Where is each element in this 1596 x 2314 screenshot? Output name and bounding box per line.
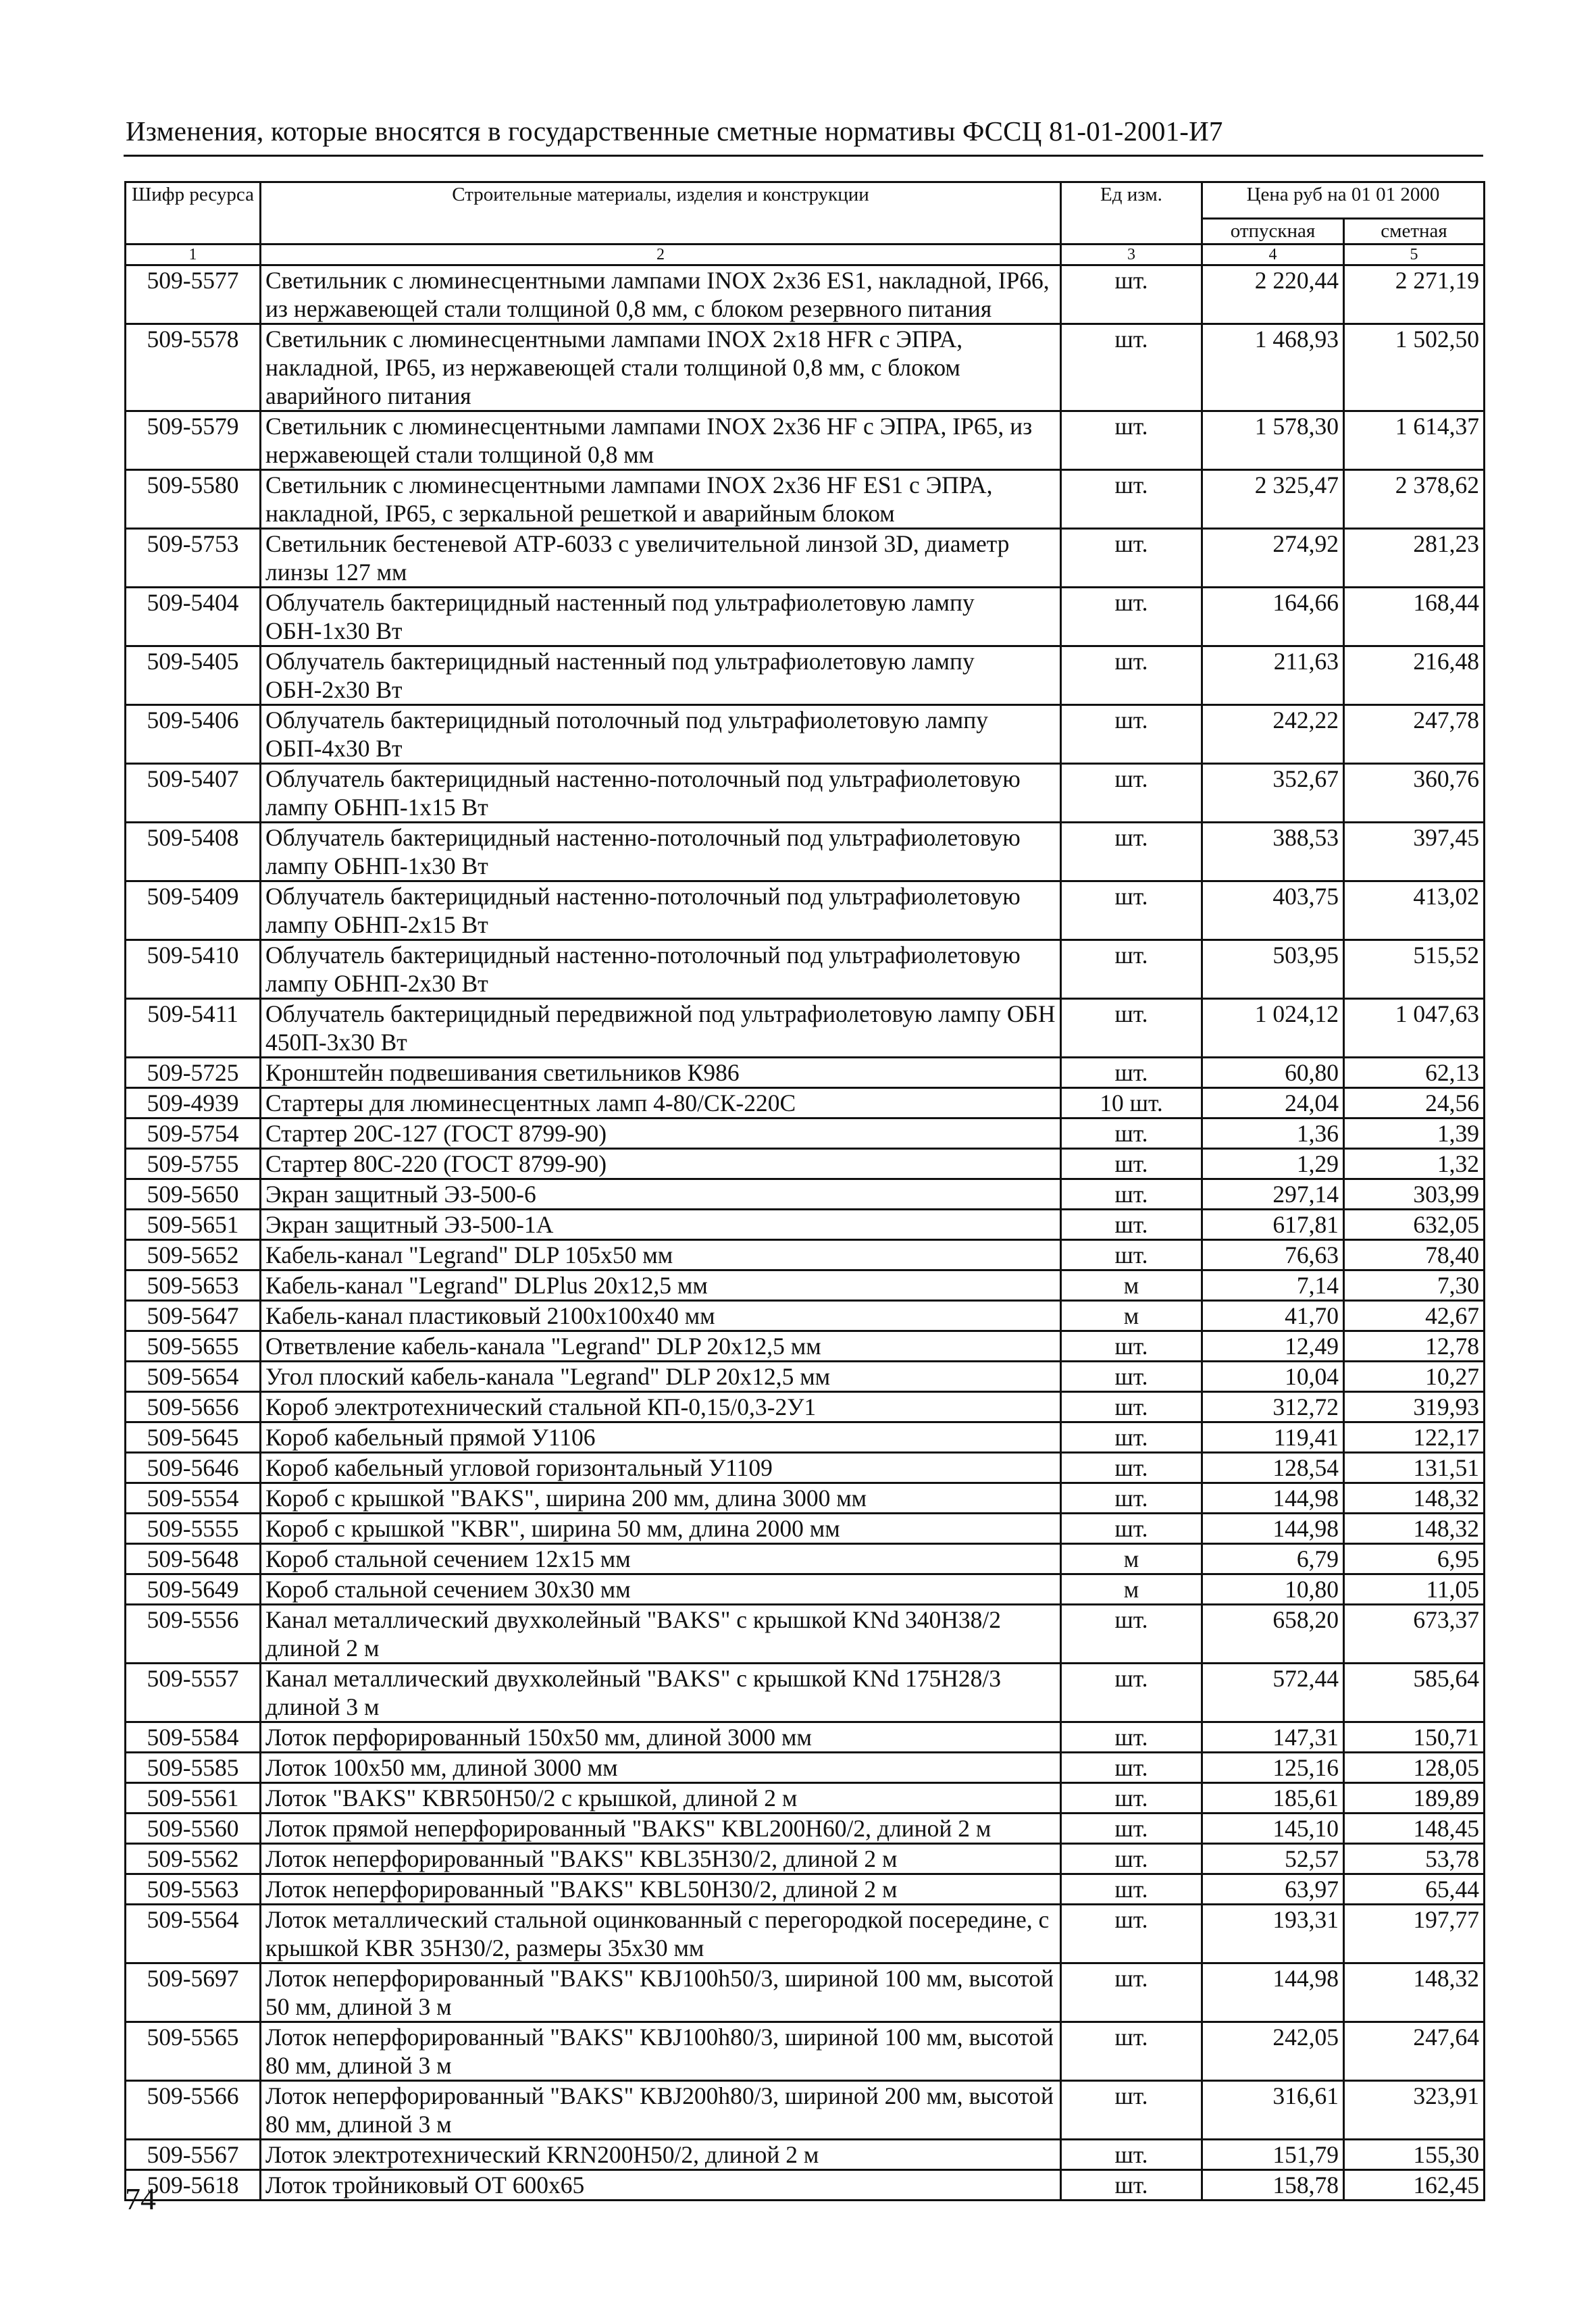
material-name: Стартер 80С-220 (ГОСТ 8799-90) [261,1149,1061,1179]
material-name: Канал металлический двухколейный "BAKS" с крышкой KNd 340H38/2 длиной 2 м [261,1605,1061,1664]
price-release: 297,14 [1202,1179,1344,1210]
price-estimate: 2 378,62 [1344,470,1485,529]
unit-of-measure: м [1061,1544,1202,1574]
material-name: Кабель-канал "Legrand" DLP 105x50 мм [261,1240,1061,1270]
column-header-price-estimate: сметная [1344,219,1485,245]
unit-of-measure: шт. [1061,588,1202,646]
unit-of-measure: шт. [1061,646,1202,705]
price-estimate: 42,67 [1344,1301,1485,1331]
unit-of-measure: шт. [1061,1058,1202,1088]
material-name: Короб кабельный прямой У1106 [261,1422,1061,1453]
unit-of-measure: шт. [1061,1783,1202,1814]
table-row [126,705,1485,764]
resource-code: 509-5411 [126,999,261,1058]
material-name: Облучатель бактерицидный потолочный под ультрафиолетовую лампу ОБП-4х30 Вт [261,705,1061,764]
price-estimate: 632,05 [1344,1210,1485,1240]
unit-of-measure: шт. [1061,1905,1202,1963]
resource-code: 509-5563 [126,1874,261,1905]
unit-of-measure: шт. [1061,1240,1202,1270]
price-release: 1,36 [1202,1119,1344,1149]
table-row [126,1149,1485,1179]
material-name: Экран защитный ЭЗ-500-6 [261,1179,1061,1210]
resource-code: 509-5647 [126,1301,261,1331]
material-name: Облучатель бактерицидный настенно-потолочный под ультрафиолетовую лампу ОБНП-2х30 Вт [261,940,1061,999]
price-release: 10,80 [1202,1574,1344,1605]
resource-code: 509-5651 [126,1210,261,1240]
column-header-price-release: отпускная [1202,219,1344,245]
price-release: 76,63 [1202,1240,1344,1270]
unit-of-measure: шт. [1061,2081,1202,2140]
resource-code: 509-5753 [126,529,261,588]
table-row [126,411,1485,470]
resource-code: 509-5754 [126,1119,261,1149]
resource-code: 509-5654 [126,1362,261,1392]
material-name: Облучатель бактерицидный настенно-потолочный под ультрафиолетовую лампу ОБНП-2х15 Вт [261,881,1061,940]
column-number: 1 [126,245,261,265]
price-release: 12,49 [1202,1331,1344,1362]
price-release: 403,75 [1202,881,1344,940]
unit-of-measure: шт. [1061,940,1202,999]
unit-of-measure: шт. [1061,324,1202,411]
material-name: Лоток тройниковый ОТ 600x65 [261,2170,1061,2201]
price-release: 352,67 [1202,764,1344,823]
price-estimate: 515,52 [1344,940,1485,999]
column-number: 3 [1061,245,1202,265]
price-estimate: 413,02 [1344,881,1485,940]
price-estimate: 131,51 [1344,1453,1485,1483]
unit-of-measure: шт. [1061,1722,1202,1753]
price-release: 242,05 [1202,2022,1344,2081]
page-number: 74 [125,2182,156,2216]
resource-code: 509-5645 [126,1422,261,1453]
price-release: 211,63 [1202,646,1344,705]
table-row [126,1874,1485,1905]
price-release: 144,98 [1202,1514,1344,1544]
price-release: 41,70 [1202,1301,1344,1331]
column-number: 5 [1344,245,1485,265]
price-estimate: 10,27 [1344,1362,1485,1392]
price-release: 7,14 [1202,1270,1344,1301]
price-release: 145,10 [1202,1814,1344,1844]
price-estimate: 673,37 [1344,1605,1485,1664]
price-release: 242,22 [1202,705,1344,764]
unit-of-measure: шт. [1061,1814,1202,1844]
table-row [126,1574,1485,1605]
unit-of-measure: шт. [1061,529,1202,588]
unit-of-measure: шт. [1061,1453,1202,1483]
material-name: Лоток неперфорированный "BAKS" KBL50H30/2, длиной 2 м [261,1874,1061,1905]
price-release: 1 468,93 [1202,324,1344,411]
resource-code: 509-5410 [126,940,261,999]
price-release: 119,41 [1202,1422,1344,1453]
price-release: 60,80 [1202,1058,1344,1088]
material-name: Короб стальной сечением 12x15 мм [261,1544,1061,1574]
material-name: Лоток неперфорированный "BAKS" KBJ100h80/3, шириной 100 мм, высотой 80 мм, длиной 3 м [261,2022,1061,2081]
unit-of-measure: шт. [1061,2170,1202,2201]
resource-code: 509-5407 [126,764,261,823]
unit-of-measure: шт. [1061,1119,1202,1149]
table-row [126,881,1485,940]
material-name: Облучатель бактерицидный передвижной под ультрафиолетовую лампу ОБН 450П-3х30 Вт [261,999,1061,1058]
price-release: 128,54 [1202,1453,1344,1483]
price-release: 185,61 [1202,1783,1344,1814]
price-release: 312,72 [1202,1392,1344,1422]
table-row [126,1119,1485,1149]
resource-code: 509-5646 [126,1453,261,1483]
price-release: 10,04 [1202,1362,1344,1392]
price-estimate: 12,78 [1344,1331,1485,1362]
material-name: Лоток 100x50 мм, длиной 3000 мм [261,1753,1061,1783]
material-name: Короб стальной сечением 30x30 мм [261,1574,1061,1605]
resource-code: 509-5555 [126,1514,261,1544]
material-name: Стартер 20С-127 (ГОСТ 8799-90) [261,1119,1061,1149]
price-release: 147,31 [1202,1722,1344,1753]
unit-of-measure: шт. [1061,1483,1202,1514]
unit-of-measure: шт. [1061,265,1202,324]
unit-of-measure: шт. [1061,2140,1202,2170]
resource-code: 509-5618 [126,2170,261,2201]
table-row [126,324,1485,411]
material-name: Лоток неперфорированный "BAKS" KBJ100h50/3, шириной 100 мм, высотой 50 мм, длиной 3 м [261,1963,1061,2022]
resource-code: 509-5755 [126,1149,261,1179]
price-release: 63,97 [1202,1874,1344,1905]
unit-of-measure: м [1061,1301,1202,1331]
resource-code: 509-5554 [126,1483,261,1514]
column-header-name: Строительные материалы, изделия и конструкции [261,182,1061,245]
unit-of-measure: шт. [1061,1331,1202,1362]
table-row [126,940,1485,999]
table-row [126,1270,1485,1301]
table-row [126,2170,1485,2201]
price-release: 617,81 [1202,1210,1344,1240]
material-name: Светильник с люминесцентными лампами INOX 2x36 HF ES1 с ЭПРА, накладной, IP65, с зеркальной решеткой и аварийным блоком [261,470,1061,529]
table-row [126,1331,1485,1362]
table-row [126,2081,1485,2140]
resource-code: 509-5405 [126,646,261,705]
resource-code: 509-5567 [126,2140,261,2170]
material-name: Угол плоский кабель-канала "Legrand" DLP 20x12,5 мм [261,1362,1061,1392]
price-release: 388,53 [1202,823,1344,881]
resource-code: 509-5648 [126,1544,261,1574]
price-estimate: 155,30 [1344,2140,1485,2170]
resource-code: 509-5561 [126,1783,261,1814]
resource-code: 509-5556 [126,1605,261,1664]
material-name: Облучатель бактерицидный настенно-потолочный под ультрафиолетовую лампу ОБНП-1х30 Вт [261,823,1061,881]
table-row [126,764,1485,823]
table-row [126,1664,1485,1722]
material-name: Экран защитный ЭЗ-500-1А [261,1210,1061,1240]
price-estimate: 148,32 [1344,1963,1485,2022]
resource-code: 509-5585 [126,1753,261,1783]
material-name: Короб с крышкой "KBR", ширина 50 мм, длина 2000 мм [261,1514,1061,1544]
unit-of-measure: м [1061,1574,1202,1605]
price-estimate: 65,44 [1344,1874,1485,1905]
resource-code: 509-5649 [126,1574,261,1605]
column-header-price-group: Цена руб на 01 01 2000 [1202,182,1485,219]
price-release: 274,92 [1202,529,1344,588]
price-release: 52,57 [1202,1844,1344,1874]
table-row [126,646,1485,705]
material-name: Светильник с люминесцентными лампами INOX 2x18 HFR с ЭПРА, накладной, IP65, из нержавеющей стали толщиной 0,8 мм, с блоком аварийного питания [261,324,1061,411]
resource-code: 509-5656 [126,1392,261,1422]
price-estimate: 585,64 [1344,1664,1485,1722]
unit-of-measure: шт. [1061,1514,1202,1544]
resource-code: 509-5564 [126,1905,261,1963]
unit-of-measure: шт. [1061,1844,1202,1874]
unit-of-measure: шт. [1061,1963,1202,2022]
price-release: 6,79 [1202,1544,1344,1574]
price-release: 144,98 [1202,1483,1344,1514]
table-row [126,1814,1485,1844]
price-release: 1,29 [1202,1149,1344,1179]
price-estimate: 11,05 [1344,1574,1485,1605]
unit-of-measure: шт. [1061,2022,1202,2081]
resource-code: 509-5409 [126,881,261,940]
table-row [126,1088,1485,1119]
material-name: Кабель-канал пластиковый 2100x100x40 мм [261,1301,1061,1331]
price-estimate: 247,78 [1344,705,1485,764]
resource-code: 509-5562 [126,1844,261,1874]
table-row [126,1544,1485,1574]
table-row [126,999,1485,1058]
price-estimate: 53,78 [1344,1844,1485,1874]
price-table [124,181,1485,2201]
price-estimate: 197,77 [1344,1905,1485,1963]
column-number: 4 [1202,245,1344,265]
table-row [126,1605,1485,1664]
unit-of-measure: шт. [1061,999,1202,1058]
price-estimate: 2 271,19 [1344,265,1485,324]
price-release: 164,66 [1202,588,1344,646]
unit-of-measure: шт. [1061,1149,1202,1179]
price-release: 572,44 [1202,1664,1344,1722]
price-estimate: 1 614,37 [1344,411,1485,470]
unit-of-measure: шт. [1061,1362,1202,1392]
price-release: 144,98 [1202,1963,1344,2022]
unit-of-measure: м [1061,1270,1202,1301]
material-name: Ответвление кабель-канала "Legrand" DLP 20x12,5 мм [261,1331,1061,1362]
price-estimate: 150,71 [1344,1722,1485,1753]
resource-code: 509-5653 [126,1270,261,1301]
resource-code: 509-5584 [126,1722,261,1753]
price-estimate: 148,32 [1344,1483,1485,1514]
table-row [126,1392,1485,1422]
unit-of-measure: шт. [1061,1179,1202,1210]
header-divider [124,155,1483,157]
resource-code: 509-5404 [126,588,261,646]
price-release: 2 325,47 [1202,470,1344,529]
resource-code: 509-5725 [126,1058,261,1088]
price-estimate: 24,56 [1344,1088,1485,1119]
unit-of-measure: шт. [1061,1753,1202,1783]
price-estimate: 1,32 [1344,1149,1485,1179]
table-row [126,1422,1485,1453]
price-estimate: 397,45 [1344,823,1485,881]
unit-of-measure: шт. [1061,705,1202,764]
price-estimate: 216,48 [1344,646,1485,705]
resource-code: 509-5650 [126,1179,261,1210]
material-name: Облучатель бактерицидный настенно-потолочный под ультрафиолетовую лампу ОБНП-1х15 Вт [261,764,1061,823]
price-estimate: 247,64 [1344,2022,1485,2081]
unit-of-measure: шт. [1061,881,1202,940]
material-name: Облучатель бактерицидный настенный под ультрафиолетовую лампу ОБН-2х30 Вт [261,646,1061,705]
price-release: 503,95 [1202,940,1344,999]
unit-of-measure: 10 шт. [1061,1088,1202,1119]
unit-of-measure: шт. [1061,1605,1202,1664]
table-row [126,823,1485,881]
resource-code: 509-5578 [126,324,261,411]
resource-code: 509-5408 [126,823,261,881]
material-name: Лоток "BAKS" KBR50H50/2 с крышкой, длиной 2 м [261,1783,1061,1814]
price-estimate: 323,91 [1344,2081,1485,2140]
price-release: 1 578,30 [1202,411,1344,470]
price-estimate: 6,95 [1344,1544,1485,1574]
unit-of-measure: шт. [1061,470,1202,529]
table-row [126,1722,1485,1753]
price-release: 158,78 [1202,2170,1344,2201]
table-row [126,1240,1485,1270]
unit-of-measure: шт. [1061,1664,1202,1722]
resource-code: 509-5580 [126,470,261,529]
material-name: Лоток металлический стальной оцинкованный с перегородкой посередине, с крышкой KBR 35H30/2, размеры 35x30 мм [261,1905,1061,1963]
price-estimate: 281,23 [1344,529,1485,588]
table-row [126,1844,1485,1874]
table-row [126,1514,1485,1544]
material-name: Кронштейн подвешивания светильников К986 [261,1058,1061,1088]
price-estimate: 148,45 [1344,1814,1485,1844]
column-header-code: Шифр ресурса [126,182,261,245]
unit-of-measure: шт. [1061,1422,1202,1453]
price-estimate: 7,30 [1344,1270,1485,1301]
column-header-unit: Ед изм. [1061,182,1202,245]
table-row [126,1179,1485,1210]
price-estimate: 1 502,50 [1344,324,1485,411]
material-name: Светильник с люминесцентными лампами INOX 2x36 ES1, накладной, IP66, из нержавеющей стали толщиной 0,8 мм, с блоком резервного питания [261,265,1061,324]
material-name: Короб кабельный угловой горизонтальный У1109 [261,1453,1061,1483]
table-row [126,529,1485,588]
material-name: Светильник бестеневой АТР-6033 с увеличительной линзой 3D, диаметр линзы 127 мм [261,529,1061,588]
material-name: Короб электротехнический стальной КП-0,15/0,3-2У1 [261,1392,1061,1422]
price-estimate: 122,17 [1344,1422,1485,1453]
price-release: 24,04 [1202,1088,1344,1119]
resource-code: 509-5652 [126,1240,261,1270]
table-row [126,2022,1485,2081]
material-name: Лоток перфорированный 150x50 мм, длиной 3000 мм [261,1722,1061,1753]
resource-code: 509-5579 [126,411,261,470]
table-row [126,1210,1485,1240]
table-row [126,265,1485,324]
unit-of-measure: шт. [1061,764,1202,823]
price-release: 125,16 [1202,1753,1344,1783]
price-release: 316,61 [1202,2081,1344,2140]
resource-code: 509-5577 [126,265,261,324]
price-release: 1 024,12 [1202,999,1344,1058]
table-row [126,1301,1485,1331]
price-release: 151,79 [1202,2140,1344,2170]
resource-code: 509-5565 [126,2022,261,2081]
table-row [126,1753,1485,1783]
table-row [126,2140,1485,2170]
unit-of-measure: шт. [1061,411,1202,470]
material-name: Стартеры для люминесцентных ламп 4-80/СК-220С [261,1088,1061,1119]
table-row [126,1058,1485,1088]
material-name: Светильник с люминесцентными лампами INOX 2x36 HF с ЭПРА, IP65, из нержавеющей стали толщиной 0,8 мм [261,411,1061,470]
unit-of-measure: шт. [1061,823,1202,881]
table-row [126,588,1485,646]
material-name: Канал металлический двухколейный "BAKS" с крышкой KNd 175H28/3 длиной 3 м [261,1664,1061,1722]
price-estimate: 62,13 [1344,1058,1485,1088]
table-row [126,1362,1485,1392]
material-name: Кабель-канал "Legrand" DLPlus 20x12,5 мм [261,1270,1061,1301]
resource-code: 509-4939 [126,1088,261,1119]
unit-of-measure: шт. [1061,1210,1202,1240]
price-estimate: 168,44 [1344,588,1485,646]
price-estimate: 128,05 [1344,1753,1485,1783]
table-row [126,1783,1485,1814]
price-estimate: 1 047,63 [1344,999,1485,1058]
material-name: Короб с крышкой "BAKS", ширина 200 мм, длина 3000 мм [261,1483,1061,1514]
price-release: 2 220,44 [1202,265,1344,324]
unit-of-measure: шт. [1061,1874,1202,1905]
price-estimate: 303,99 [1344,1179,1485,1210]
price-estimate: 319,93 [1344,1392,1485,1422]
table-body [126,265,1485,2201]
price-release: 193,31 [1202,1905,1344,1963]
price-estimate: 78,40 [1344,1240,1485,1270]
table-row [126,1483,1485,1514]
resource-code: 509-5557 [126,1664,261,1722]
resource-code: 509-5560 [126,1814,261,1844]
table-row [126,1905,1485,1963]
material-name: Лоток неперфорированный "BAKS" KBJ200h80/3, шириной 200 мм, высотой 80 мм, длиной 3 м [261,2081,1061,2140]
table-row [126,1453,1485,1483]
table-row [126,470,1485,529]
unit-of-measure: шт. [1061,1392,1202,1422]
table-row [126,1963,1485,2022]
material-name: Лоток электротехнический KRN200H50/2, длиной 2 м [261,2140,1061,2170]
resource-code: 509-5697 [126,1963,261,2022]
column-number: 2 [261,245,1061,265]
price-estimate: 360,76 [1344,764,1485,823]
material-name: Лоток прямой неперфорированный "BAKS" KBL200H60/2, длиной 2 м [261,1814,1061,1844]
resource-code: 509-5406 [126,705,261,764]
price-estimate: 162,45 [1344,2170,1485,2201]
price-release: 658,20 [1202,1605,1344,1664]
resource-code: 509-5566 [126,2081,261,2140]
page-title: Изменения, которые вносятся в государственные сметные нормативы ФССЦ 81-01-2001-И7 [126,115,1223,147]
resource-code: 509-5655 [126,1331,261,1362]
price-estimate: 189,89 [1344,1783,1485,1814]
price-estimate: 1,39 [1344,1119,1485,1149]
price-estimate: 148,32 [1344,1514,1485,1544]
material-name: Облучатель бактерицидный настенный под ультрафиолетовую лампу ОБН-1х30 Вт [261,588,1061,646]
material-name: Лоток неперфорированный "BAKS" KBL35H30/2, длиной 2 м [261,1844,1061,1874]
